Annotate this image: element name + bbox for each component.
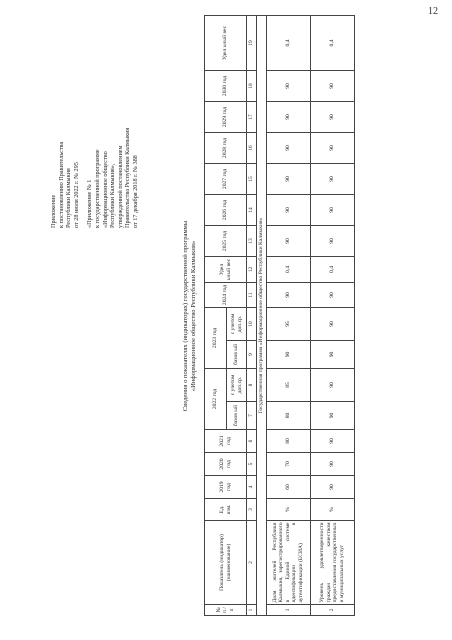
value-2030: 90 [310, 70, 354, 101]
annex-line: Правительства Республики Калмыкия [124, 127, 132, 228]
header-2027: 2027 год [205, 163, 247, 194]
value-2025: 90 [310, 225, 354, 256]
header-indicator: Показатель (индикатор) (наименование) [205, 521, 247, 605]
page-number: 12 [428, 6, 438, 17]
indicator-unit: % [310, 499, 354, 521]
header-2020: 2020 год [205, 453, 247, 476]
heading-line-1: Сведения о показателях (индикаторах) государственной программы [182, 220, 189, 412]
row-number: 1 [266, 605, 310, 616]
annex-line: к государственной программе [93, 149, 101, 228]
indicator-unit: % [266, 499, 310, 521]
section-row [256, 15, 266, 615]
value-2027: 90 [310, 163, 354, 194]
rotated-page-content [42, 10, 374, 622]
annex-line: «Информационное общество [101, 151, 109, 228]
value-2022-additional: 90 [310, 368, 354, 401]
header-2026: 2026 год [205, 194, 247, 225]
value-share: 0,4 [310, 256, 354, 282]
document-heading [182, 10, 198, 622]
value-2030: 90 [266, 70, 310, 101]
value-2021: 80 [266, 430, 310, 453]
value-2019: 60 [266, 476, 310, 499]
header-2024: 2024 год [205, 282, 247, 307]
row-number: 2 [310, 605, 354, 616]
column-number: 9 [247, 340, 257, 368]
value-2026: 90 [310, 194, 354, 225]
header-2028: 2028 год [205, 132, 247, 163]
column-number: 12 [247, 256, 257, 282]
column-number: 2 [247, 521, 257, 605]
value-2023-base: 90 [310, 340, 354, 368]
value-2023-additional: 95 [266, 307, 310, 340]
header-no: № п / п [205, 605, 247, 616]
column-number: 4 [247, 476, 257, 499]
annex-line: к постановлению Правительства [57, 141, 65, 228]
annex-block [50, 28, 140, 228]
heading-line-2: «Информационное общество Республики Калмыкия» [190, 240, 197, 392]
value-2023-base: 90 [266, 340, 310, 368]
column-number: 10 [247, 307, 257, 340]
column-number: 1 [247, 605, 257, 616]
value-share: 0,4 [266, 256, 310, 282]
value-2022-additional: 85 [266, 368, 310, 401]
indicators-table [204, 15, 355, 616]
header-2029: 2029 год [205, 101, 247, 132]
column-number: 14 [247, 194, 257, 225]
annex-line: Республики Калмыкия [65, 168, 73, 228]
value-2024: 90 [266, 282, 310, 307]
header-2023-additional: с учетом доп.ср. [227, 307, 247, 340]
column-number: 11 [247, 282, 257, 307]
value-2028: 90 [310, 132, 354, 163]
value-2020: 70 [266, 453, 310, 476]
header-2025: 2025 год [205, 225, 247, 256]
value-2019: 90 [310, 476, 354, 499]
annex-line: от 17 декабря 2018 г. № 388 [131, 155, 139, 228]
section-title: Государственная программа «Информационное общество Республики Калмыкия» [256, 15, 266, 615]
header-row [205, 15, 227, 615]
value-2028: 90 [266, 132, 310, 163]
header-2022-base: базов ый [227, 402, 247, 430]
column-number: 13 [247, 225, 257, 256]
column-number: 5 [247, 453, 257, 476]
value-2021: 90 [310, 430, 354, 453]
value-2023-additional: 90 [310, 307, 354, 340]
header-2022: 2022 год [205, 368, 227, 429]
header-2022-additional: с учетом доп.ср. [227, 368, 247, 401]
column-number: 16 [247, 132, 257, 163]
annex-line: Республики Калмыкия», [109, 163, 117, 228]
header-share-2: Удел ьный вес [205, 15, 247, 70]
column-number: 15 [247, 163, 257, 194]
indicator-name: Доля жителей Республики Калмыкия, зарегистрированного в Единой системе идентификации и аутентификации (ЕСИА) [266, 521, 310, 605]
header-unit: Ед. изм. [205, 499, 247, 521]
value-share-2: 0,4 [310, 15, 354, 70]
value-2029: 90 [310, 101, 354, 132]
column-number: 18 [247, 70, 257, 101]
value-2026: 90 [266, 194, 310, 225]
header-2021: 2021 год [205, 430, 247, 453]
header-share: Удел ьный вес [205, 256, 247, 282]
value-2024: 90 [310, 282, 354, 307]
value-share-2: 0,4 [266, 15, 310, 70]
value-2029: 90 [266, 101, 310, 132]
header-2030: 2030 год [205, 70, 247, 101]
indicator-name: Уровень удовлетворенности граждан качеством предоставления государственных и муниципальных услуг [310, 521, 354, 605]
value-2022-base: 90 [310, 402, 354, 430]
header-2023: 2023 год [205, 307, 227, 368]
column-numbers-row [247, 15, 257, 615]
value-2027: 90 [266, 163, 310, 194]
header-2019: 2019 год [205, 476, 247, 499]
value-2025: 90 [266, 225, 310, 256]
annex-line: утвержденной постановлением [116, 145, 124, 228]
column-number: 8 [247, 368, 257, 401]
value-2022-base: 80 [266, 402, 310, 430]
column-number: 3 [247, 499, 257, 521]
column-number: 6 [247, 430, 257, 453]
column-number: 17 [247, 101, 257, 132]
column-number: 19 [247, 15, 257, 70]
annex-line: «Приложение № 1 [86, 179, 94, 228]
column-number: 7 [247, 402, 257, 430]
header-2023-base: базов ый [227, 340, 247, 368]
table-row [310, 15, 354, 615]
table-row [266, 15, 310, 615]
annex-line: от 28 июля 2022 г. № 295 [72, 162, 80, 228]
annex-line: Приложение [50, 194, 57, 228]
value-2020: 90 [310, 453, 354, 476]
